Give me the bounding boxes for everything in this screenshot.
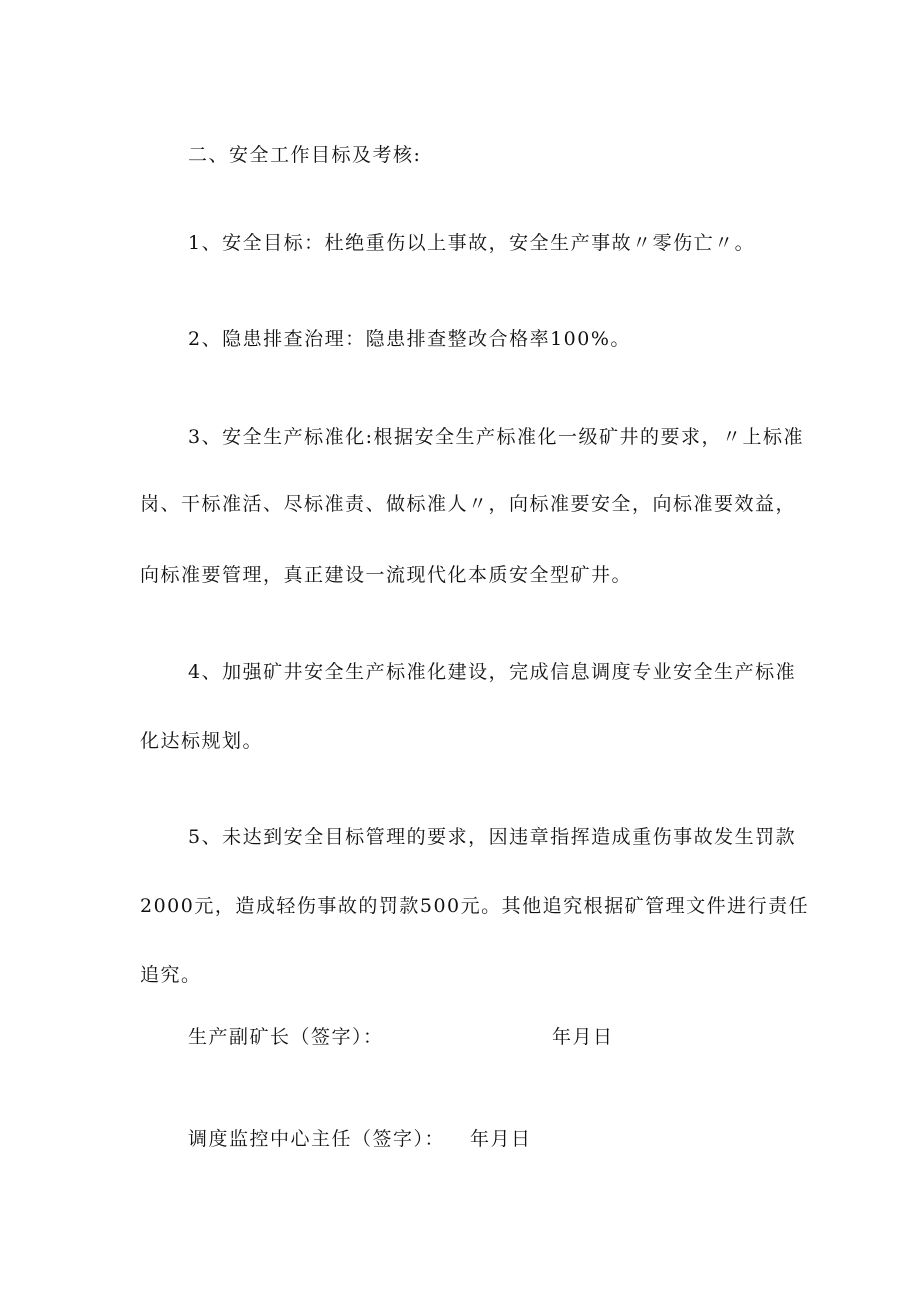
- item-4-line-1: 4、加强矿井安全生产标准化建设，完成信息调度专业安全生产标准: [188, 661, 797, 683]
- signature-label-dispatch-center-director: 调度监控中心主任（签字）：: [188, 1128, 446, 1150]
- section-title: 二、安全工作目标及考核:: [188, 144, 422, 166]
- item-3-line-1: 3、安全生产标准化:根据安全生产标准化一级矿井的要求，〃上标准: [188, 426, 804, 448]
- item-2-line-1: 2、隐患排查治理：隐患排查整改合格率100%。: [188, 328, 631, 350]
- item-1-line-1: 1、安全目标：杜绝重伤以上事故，安全生产事故〃零伤亡〃。: [188, 232, 756, 254]
- item-5-line-2: 2000元，造成轻伤事故的罚款500元。其他追究根据矿管理文件进行责任: [140, 895, 810, 917]
- item-3-line-3: 向标准要管理，真正建设一流现代化本质安全型矿井。: [140, 564, 633, 586]
- item-5-line-3: 追究。: [140, 964, 202, 986]
- signature-date-deputy-mine-manager: 年月日: [552, 1026, 614, 1048]
- item-5-line-1: 5、未达到安全目标管理的要求，因违章指挥造成重伤事故发生罚款: [188, 826, 797, 848]
- signature-label-deputy-mine-manager: 生产副矿长（签字）：: [188, 1026, 384, 1048]
- signature-date-dispatch-center-director: 年月日: [470, 1128, 532, 1150]
- item-4-line-2: 化达标规划。: [140, 730, 264, 752]
- item-3-line-2: 岗、干标准活、尽标准责、做标准人〃，向标准要安全，向标准要效益，: [140, 493, 797, 515]
